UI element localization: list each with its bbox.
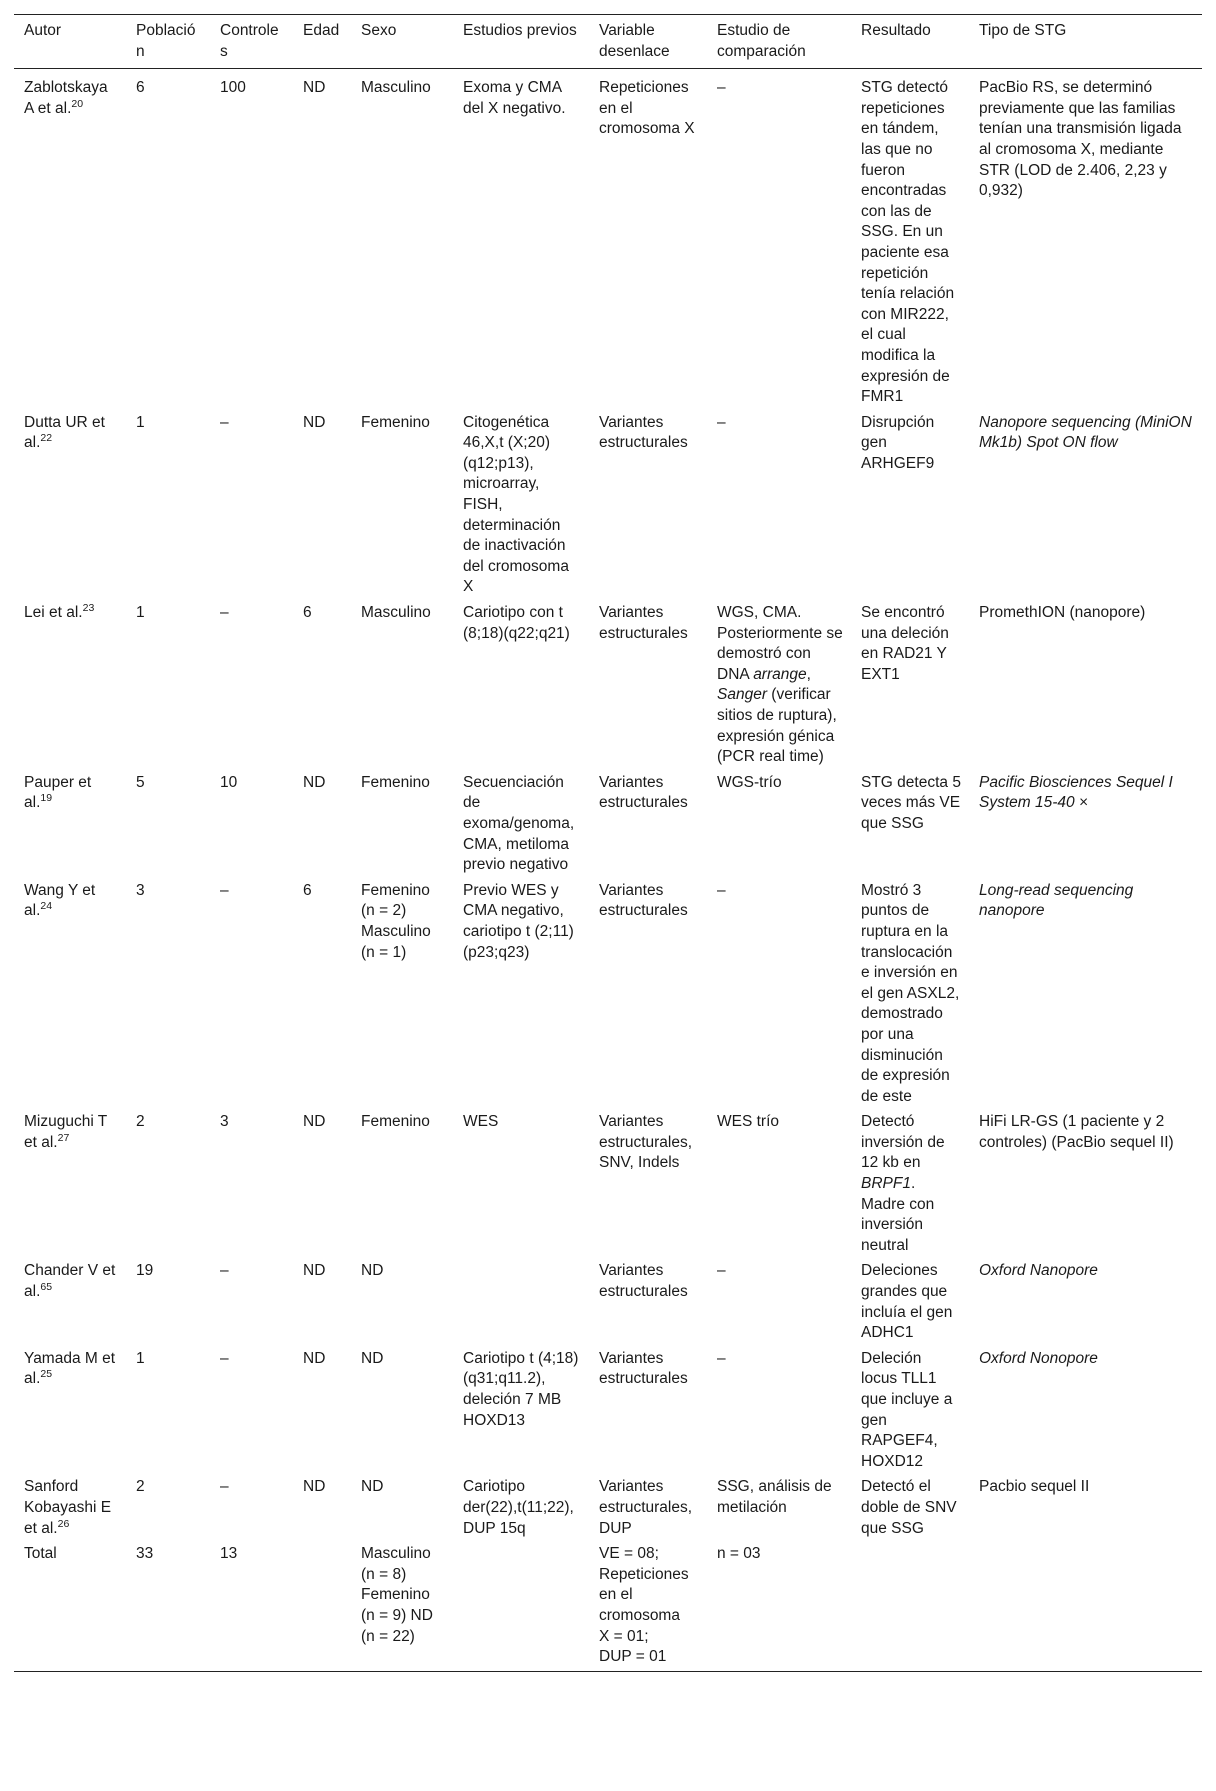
cell-tipo-stg xyxy=(969,1542,1202,1671)
header-tipo-stg: Tipo de STG xyxy=(979,22,1067,39)
cell-edad: ND xyxy=(303,773,326,791)
cell-comparacion: – xyxy=(717,881,726,899)
cell-resultado: Deleción locus TLL1 que incluye a gen RAPGEF4, HOXD12 xyxy=(861,1349,953,1470)
cell-tipo-stg: Long-read sequencing nanopore xyxy=(979,881,1134,920)
cell-poblacion: 6 xyxy=(136,79,145,97)
cell-sexo: ND xyxy=(361,1262,384,1280)
results-table-document xyxy=(14,14,1202,1672)
cell-sexo: ND xyxy=(361,1349,384,1367)
cell-variable-desenlace: Variantes estructurales xyxy=(599,773,688,812)
table-row xyxy=(14,1110,1202,1259)
cell-estudios-previos: Cariotipo t (4;18)(q31;q11.2), deleción 7 MB HOXD13 xyxy=(463,1349,579,1429)
header-sexo: Sexo xyxy=(361,22,397,39)
cell-tipo-stg: Nanopore sequencing (MiniON Mk1b) Spot ON flow xyxy=(979,413,1192,452)
cell-estudios-previos xyxy=(453,1259,589,1346)
cell-controles: – xyxy=(220,604,229,622)
cell-resultado: Mostró 3 puntos de ruptura en la translocación e inversión en el gen ASXL2, demostrado por una disminución de expresión de este xyxy=(861,881,960,1105)
cell-edad: 6 xyxy=(303,604,312,622)
cell-autor: Mizuguchi T et al.$^{27}$ xyxy=(24,1113,107,1151)
table-header-row xyxy=(14,15,1202,69)
cell-poblacion: 19 xyxy=(136,1262,154,1280)
cell-sexo: ND xyxy=(361,1478,384,1496)
cell-sexo: Masculino (n = 8) Femenino (n = 9) ND (n = 22) xyxy=(361,1545,433,1645)
cell-comparacion: – xyxy=(717,1349,726,1367)
cell-resultado: Detectó inversión de 12 kb en BRPF1. Madre con inversión neutral xyxy=(861,1113,945,1254)
cell-poblacion: 1 xyxy=(136,1349,145,1367)
cell-tipo-stg: PromethION (nanopore) xyxy=(979,604,1146,622)
table-row xyxy=(14,69,1202,411)
cell-variable-desenlace: VE = 08; Repeticiones en el cromosoma X = 01; DUP = 01 xyxy=(599,1545,689,1666)
cell-poblacion: 1 xyxy=(136,413,145,431)
cell-resultado: Detectó el doble de SNV que SSG xyxy=(861,1478,957,1537)
cell-poblacion: 2 xyxy=(136,1478,145,1496)
cell-controles: – xyxy=(220,1478,229,1496)
cell-variable-desenlace: Variantes estructurales xyxy=(599,1262,688,1301)
cell-controles: – xyxy=(220,1349,229,1367)
cell-autor: Total xyxy=(24,1545,57,1563)
table-row xyxy=(14,601,1202,771)
cell-autor: Lei et al.$^{23}$ xyxy=(24,601,95,622)
cell-tipo-stg: Pacific Biosciences Sequel I System 15-40 × xyxy=(979,773,1173,812)
cell-autor: Yamada M et al.$^{25}$ xyxy=(24,1349,116,1388)
cell-poblacion: 3 xyxy=(136,881,145,899)
cell-comparacion: SSG, análisis de metilación xyxy=(717,1478,832,1516)
reference-superscript: 26 xyxy=(57,1517,70,1530)
cell-variable-desenlace: Variantes estructurales, SNV, Indels xyxy=(599,1113,693,1172)
header-poblacion: Población xyxy=(136,22,196,60)
cell-comparacion: WGS, CMA. Posteriormente se demostró con DNA arrange, Sanger (verificar sitios de ruptura), expresión génica (PCR real time) xyxy=(717,604,843,766)
cell-autor: Chander V et al.$^{65}$ xyxy=(24,1262,116,1301)
reference-superscript: 24 xyxy=(40,900,53,913)
header-autor: Autor xyxy=(24,22,62,39)
header-estudios-previos: Estudios previos xyxy=(463,22,577,39)
cell-edad: ND xyxy=(303,1262,326,1280)
cell-controles: 10 xyxy=(220,773,238,791)
cell-autor: Pauper et al.$^{19}$ xyxy=(24,773,92,812)
cell-sexo: Femenino (n = 2) Masculino (n = 1) xyxy=(361,881,431,961)
cell-sexo: Masculino xyxy=(361,79,431,97)
cell-edad: ND xyxy=(303,79,326,97)
reference-superscript: 20 xyxy=(71,97,84,110)
cell-autor: Dutta UR et al.$^{22}$ xyxy=(24,413,105,452)
cell-variable-desenlace: Variantes estructurales xyxy=(599,1349,688,1388)
table-row xyxy=(14,771,1202,879)
cell-tipo-stg: PacBio RS, se determinó previamente que las familias tenían una transmisión ligada al cromosoma X, mediante STR (LOD de 2.406, 2,23 y 0,932) xyxy=(979,79,1182,200)
cell-resultado xyxy=(851,1542,969,1671)
cell-estudios-previos: Previo WES y CMA negativo, cariotipo t (2;11)(p23;q23) xyxy=(463,881,574,961)
cell-controles: – xyxy=(220,413,229,431)
cell-comparacion: WGS-trío xyxy=(717,773,782,791)
cell-resultado: STG detectó repeticiones en tándem, las que no fueron encontradas con las de SSG. En un paciente esa repetición tenía relación con MIR222, el cual modifica la expresión de FMR1 xyxy=(861,79,955,406)
cell-resultado: Deleciones grandes que incluía el gen ADHC1 xyxy=(861,1262,953,1342)
cell-variable-desenlace: Variantes estructurales xyxy=(599,604,688,642)
table-row xyxy=(14,1259,1202,1346)
cell-estudios-previos: Secuenciación de exoma/genoma, CMA, metiloma previo negativo xyxy=(463,773,575,874)
reference-superscript: 23 xyxy=(82,601,95,614)
cell-estudios-previos: Citogenética 46,X,t (X;20)(q12;p13), microarray, FISH, determinación de inactivación del cromosoma X xyxy=(463,413,569,596)
cell-comparacion: n = 03 xyxy=(717,1545,761,1563)
cell-tipo-stg: Pacbio sequel II xyxy=(979,1478,1090,1496)
cell-controles: 100 xyxy=(220,79,246,97)
cell-controles: – xyxy=(220,881,229,899)
cell-resultado: Disrupción gen ARHGEF9 xyxy=(861,413,935,472)
cell-edad: 6 xyxy=(303,881,312,899)
cell-poblacion: 33 xyxy=(136,1545,154,1563)
cell-edad: ND xyxy=(303,1113,326,1131)
total-row xyxy=(14,1542,1202,1671)
cell-estudios-previos: WES xyxy=(463,1113,499,1131)
reference-superscript: 65 xyxy=(40,1280,53,1293)
table-row xyxy=(14,1475,1202,1542)
header-controles: Controles xyxy=(220,22,279,60)
cell-sexo: Femenino xyxy=(361,1113,430,1131)
cell-controles: 13 xyxy=(220,1545,238,1563)
cell-poblacion: 2 xyxy=(136,1113,145,1131)
cell-sexo: Masculino xyxy=(361,604,431,622)
header-resultado: Resultado xyxy=(861,22,931,39)
cell-edad: ND xyxy=(303,1478,326,1496)
cell-controles: 3 xyxy=(220,1113,229,1131)
table-row xyxy=(14,1347,1202,1476)
cell-resultado: STG detecta 5 veces más VE que SSG xyxy=(861,773,961,832)
header-edad: Edad xyxy=(303,22,340,39)
cell-sexo: Femenino xyxy=(361,413,430,431)
cell-variable-desenlace: Variantes estructurales xyxy=(599,881,688,920)
header-estudio-comparacion: Estudio de comparación xyxy=(717,22,806,60)
cell-poblacion: 1 xyxy=(136,604,145,622)
cell-variable-desenlace: Variantes estructurales xyxy=(599,413,688,452)
cell-edad: ND xyxy=(303,1349,326,1367)
reference-superscript: 22 xyxy=(40,432,53,445)
cell-resultado: Se encontró una deleción en RAD21 Y EXT1 xyxy=(861,604,949,683)
cell-poblacion: 5 xyxy=(136,773,145,791)
cell-variable-desenlace: Variantes estructurales, DUP xyxy=(599,1478,693,1537)
cell-controles: – xyxy=(220,1262,229,1280)
cell-autor: Sanford Kobayashi E et al.$^{26}$ xyxy=(24,1478,112,1537)
cell-comparacion: – xyxy=(717,79,726,97)
cell-comparacion: WES trío xyxy=(717,1113,780,1131)
cell-variable-desenlace: Repeticiones en el cromosoma X xyxy=(599,79,695,138)
cell-tipo-stg: HiFi LR-GS (1 paciente y 2 controles) (PacBio sequel II) xyxy=(979,1113,1174,1151)
cell-comparacion: – xyxy=(717,1262,726,1280)
cell-autor: Zablotskaya A et al.$^{20}$ xyxy=(24,79,108,117)
reference-superscript: 27 xyxy=(57,1131,70,1144)
cell-autor: Wang Y et al.$^{24}$ xyxy=(24,881,96,920)
reference-superscript: 25 xyxy=(40,1368,53,1381)
table-row xyxy=(14,411,1202,601)
cell-tipo-stg: Oxford Nanopore xyxy=(979,1262,1098,1280)
cell-estudios-previos: Cariotipo der(22),t(11;22), DUP 15q xyxy=(463,1478,574,1537)
cell-sexo: Femenino xyxy=(361,773,430,791)
table-row xyxy=(14,879,1202,1111)
studies-table xyxy=(14,14,1202,1672)
cell-edad: ND xyxy=(303,413,326,431)
cell-estudios-previos xyxy=(453,1542,589,1671)
cell-tipo-stg: Oxford Nonopore xyxy=(979,1349,1098,1367)
cell-edad xyxy=(293,1542,351,1671)
cell-comparacion: – xyxy=(717,413,726,431)
cell-estudios-previos: Exoma y CMA del X negativo. xyxy=(463,79,566,117)
header-variable-desenlace: Variable desenlace xyxy=(599,22,670,60)
reference-superscript: 19 xyxy=(40,792,53,805)
cell-estudios-previos: Cariotipo con t (8;18)(q22;q21) xyxy=(463,604,570,642)
